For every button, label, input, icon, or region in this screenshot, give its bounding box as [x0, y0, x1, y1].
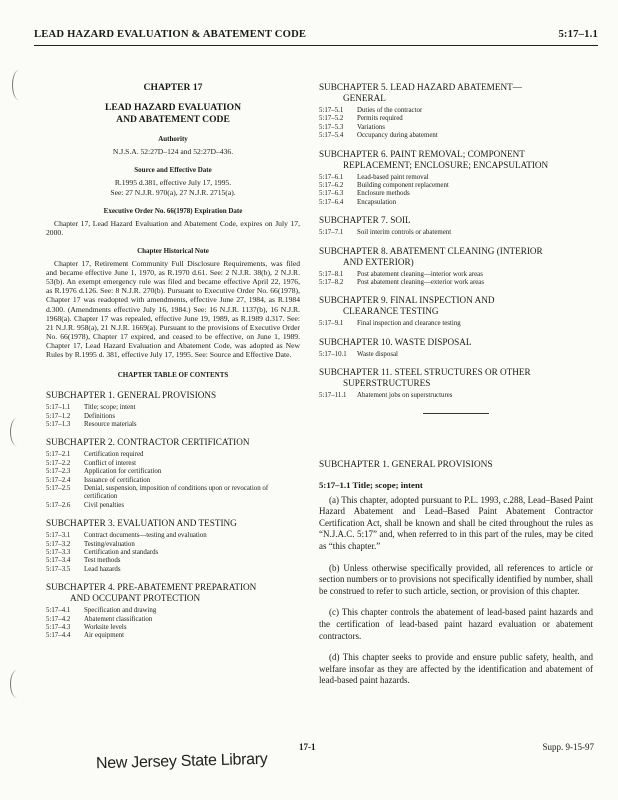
toc-list [46, 532, 300, 574]
toc-subchapter [46, 437, 300, 510]
toc-entry-title: Post abatement cleaning—interior work areas [357, 270, 483, 278]
toc-entry[interactable] [46, 541, 300, 549]
toc-subchapter-title: SUBCHAPTER 6. PAINT REMOVAL; COMPONENT REPLACEMENT; ENCLOSURE; ENCAPSULATION [319, 148, 549, 170]
toc-entry-number: 5:17–2.2 [46, 459, 71, 467]
toc-entry-title: Final inspection and clearance testing [357, 320, 461, 328]
authority-label: Authority [158, 135, 188, 143]
header-rule [34, 45, 598, 46]
toc-entry[interactable] [319, 190, 593, 198]
toc-entry-number: 5:17–4.4 [46, 632, 71, 640]
toc-entry[interactable] [46, 451, 300, 459]
section-divider [423, 413, 489, 414]
toc-subchapter [319, 149, 593, 208]
toc-entry-title: Building component replacement [357, 182, 449, 190]
toc-entry-number: 5:17–8.1 [319, 270, 344, 278]
toc-entry[interactable] [46, 468, 300, 476]
scan-margin-mark [10, 418, 24, 446]
toc-subchapter [46, 518, 300, 574]
toc-entry-number: 5:17–3.5 [46, 565, 71, 573]
toc-entry-title: Conflict of interest [84, 459, 137, 467]
toc-subchapter [319, 215, 593, 237]
toc-entry[interactable] [46, 549, 300, 557]
toc-entry[interactable] [46, 413, 300, 421]
toc-entry-number: 5:17–6.3 [319, 190, 344, 198]
toc-entry-title: Denial, suspension, imposition of conditions upon or revocation of certification [84, 484, 269, 501]
running-head-section: 5:17–1.1 [558, 29, 598, 40]
toc-subchapter-title: SUBCHAPTER 5. LEAD HAZARD ABATEMENT— GENERAL [319, 82, 522, 103]
toc-entry[interactable] [46, 502, 300, 510]
toc-list [319, 351, 593, 359]
toc-subchapter [319, 337, 593, 359]
source-line-1: R.1995 d.381, effective July 17, 1995. [114, 178, 232, 188]
toc-entry-number: 5:17–2.5 [46, 484, 71, 492]
toc-entry[interactable] [319, 279, 593, 287]
toc-entry-number: 5:17–5.4 [319, 132, 344, 140]
toc-entry[interactable] [46, 616, 300, 624]
toc-entry-title: Resource materials [84, 420, 137, 428]
toc-subchapter-title: SUBCHAPTER 11. STEEL STRUCTURES OR OTHER SUPERSTRUCTURES [319, 367, 531, 389]
toc-entry-title: Test methods [84, 557, 121, 565]
toc-entry[interactable] [46, 404, 300, 412]
toc-entry-number: 5:17–7.1 [319, 229, 344, 237]
toc-entry-title: Certification required [84, 451, 144, 459]
toc-entry-number: 5:17–2.6 [46, 501, 71, 509]
toc-entry-title: Soil interim controls or abatement [357, 229, 452, 237]
toc-entry-number: 5:17–2.3 [46, 468, 71, 476]
toc-entry-number: 5:17–2.1 [46, 451, 71, 459]
toc-entry-number: 5:17–10.1 [319, 350, 347, 358]
toc-subchapter-title: SUBCHAPTER 3. EVALUATION AND TESTING [46, 518, 237, 529]
toc-subchapter [319, 82, 593, 141]
body-paragraph-c: (c) This chapter controls the abatement of lead-based paint hazards and the certification of lead-based paint hazard evaluation or abatement contractors. [319, 607, 593, 641]
toc-entry-number: 5:17–1.1 [46, 404, 71, 412]
toc-entry-title: Occupancy during abatement [357, 132, 438, 140]
toc-list [46, 607, 300, 641]
toc-subchapter-title: SUBCHAPTER 7. SOIL [319, 215, 411, 226]
toc-entry[interactable] [319, 351, 593, 359]
toc-entry-number: 5:17–3.3 [46, 548, 71, 556]
toc-subchapter [46, 582, 300, 641]
source-line-2: See: 27 N.J.R. 970(a), 27 N.J.R. 2715(a). [110, 187, 236, 197]
exec-order-text: Chapter 17, Lead Hazard Evaluation and Abatement Code, expires on July 17, 2000. [46, 218, 300, 237]
toc-entry[interactable] [46, 485, 300, 502]
toc-list [46, 404, 300, 429]
toc-entry-number: 5:17–1.3 [46, 420, 71, 428]
running-head [34, 29, 598, 45]
toc-right [319, 82, 593, 401]
toc-entry-number: 5:17–4.3 [46, 624, 71, 632]
toc-entry-title: Abatement classification [84, 615, 153, 623]
toc-entry-title: Variations [357, 123, 385, 131]
toc-entry[interactable] [46, 477, 300, 485]
toc-subchapter [319, 367, 593, 400]
library-stamp: New Jersey State Library [95, 750, 268, 773]
toc-list [319, 392, 593, 400]
toc-entry[interactable] [319, 199, 593, 207]
toc-subchapter-title: SUBCHAPTER 1. GENERAL PROVISIONS [46, 390, 217, 401]
toc-entry[interactable] [319, 174, 593, 182]
section-title: 5:17–1.1 Title; scope; intent [319, 479, 423, 490]
toc-entry[interactable] [46, 557, 300, 565]
authority-text: N.J.S.A. 52:27D–124 and 52:27D–436. [112, 147, 234, 156]
exec-order-label: Executive Order No. 66(1978) Expiration Date [103, 206, 243, 215]
toc-entry-number: 5:17–9.1 [319, 320, 344, 328]
toc-entry-number: 5:17–4.1 [46, 607, 71, 615]
toc-list [319, 320, 593, 328]
toc-entry-title: Abatement jobs on superstructures [357, 392, 453, 400]
toc-entry-number: 5:17–2.4 [46, 476, 71, 484]
toc-subchapter [319, 246, 593, 288]
toc-entry-title: Post abatement cleaning—exterior work areas [357, 279, 485, 287]
toc-entry-title: Air equipment [84, 632, 124, 640]
left-column [46, 82, 300, 649]
toc-entry-number: 5:17–6.4 [319, 198, 344, 206]
toc-entry[interactable] [46, 460, 300, 468]
toc-entry-title: Certification and standards [84, 548, 159, 556]
toc-entry-number: 5:17–8.2 [319, 279, 344, 287]
toc-list [319, 271, 593, 288]
toc-entry-title: Enclosure methods [357, 190, 410, 198]
toc-entry-title: Lead-based paint removal [357, 173, 429, 181]
body-subchapter-heading: SUBCHAPTER 1. GENERAL PROVISIONS [319, 459, 493, 470]
toc-entry[interactable] [46, 624, 300, 632]
toc-entry-title: Specification and drawing [84, 607, 157, 615]
toc-list [319, 229, 593, 237]
toc-left [46, 390, 300, 641]
historical-note-label: Chapter Historical Note [137, 247, 209, 256]
body-paragraph-a: (a) This chapter, adopted pursuant to P.L. 1993, c.288, Lead–Based Paint Hazard Abatement and Lead–Based Paint Abatement Contractor Certification Act, shall be known and shall be cited throughout the rules as “N.J.A.C. 5:17” and, when referred to in this part of the rules, may be cited as “this chapter.” [319, 494, 593, 552]
toc-entry-title: Worksite levels [84, 624, 127, 632]
toc-subchapter [46, 390, 300, 429]
toc-list [319, 107, 593, 141]
scan-margin-mark [10, 670, 24, 698]
toc-entry[interactable] [319, 271, 593, 279]
toc-entry-title: Contract documents—testing and evaluation [84, 532, 207, 540]
chapter-name: LEAD HAZARD EVALUATION AND ABATEMENT CODE [104, 102, 242, 125]
toc-entry-number: 5:17–5.1 [319, 107, 344, 114]
toc-subchapter-title: SUBCHAPTER 4. PRE-ABATEMENT PREPARATION AND OCCUPANT PROTECTION [46, 582, 257, 604]
toc-entry-number: 5:17–5.3 [319, 123, 344, 131]
toc-entry-title: Application for certification [84, 468, 162, 476]
chapter-number: CHAPTER 17 [143, 82, 203, 93]
toc-entry-title: Duties of the contractor [357, 107, 423, 114]
toc-list [319, 174, 593, 208]
toc-entry-title: Lead hazards [84, 565, 121, 573]
toc-entry[interactable] [46, 532, 300, 540]
toc-entry-title: Title; scope; intent [84, 404, 136, 412]
toc-entry-number: 5:17–11.1 [319, 392, 347, 400]
toc-entry-number: 5:17–5.2 [319, 115, 344, 123]
body-paragraph-d: (d) This chapter seeks to provide and ensure public safety, health, and welfare insofar as they are affected by the identification and abatement of lead-based paint hazards. [319, 652, 593, 686]
running-head-title: LEAD HAZARD EVALUATION & ABATEMENT CODE [34, 29, 307, 40]
right-column [319, 82, 593, 697]
toc-entry-title: Permits required [357, 115, 403, 123]
toc-entry[interactable] [319, 124, 593, 132]
toc-entry[interactable] [319, 115, 593, 123]
toc-heading: CHAPTER TABLE OF CONTENTS [117, 371, 229, 380]
toc-entry[interactable] [319, 182, 593, 190]
supplement-date: Supp. 9-15-97 [542, 742, 594, 752]
toc-entry[interactable] [46, 421, 300, 429]
toc-entry-title: Issuance of certification [84, 476, 151, 484]
toc-list [46, 451, 300, 510]
toc-entry[interactable] [46, 607, 300, 615]
toc-entry-number: 5:17–6.1 [319, 173, 344, 181]
toc-entry-number: 5:17–1.2 [46, 412, 71, 420]
toc-entry-title: Definitions [84, 412, 116, 420]
toc-entry[interactable] [319, 132, 593, 140]
toc-subchapter-title: SUBCHAPTER 9. FINAL INSPECTION AND CLEARANCE TESTING [319, 295, 495, 317]
toc-entry-number: 5:17–3.4 [46, 557, 71, 565]
toc-entry[interactable] [46, 566, 300, 574]
scan-margin-mark [12, 70, 26, 100]
toc-entry-number: 5:17–4.2 [46, 615, 71, 623]
page-number: 17-1 [299, 742, 316, 752]
toc-entry[interactable] [319, 320, 593, 328]
toc-subchapter [319, 295, 593, 328]
toc-entry[interactable] [319, 229, 593, 237]
toc-entry-number: 5:17–6.2 [319, 182, 344, 190]
toc-subchapter-title: SUBCHAPTER 10. WASTE DISPOSAL [319, 336, 472, 347]
toc-subchapter-title: SUBCHAPTER 8. ABATEMENT CLEANING (INTERIOR AND EXTERIOR) [319, 245, 543, 267]
toc-entry[interactable] [319, 392, 593, 400]
historical-note-text: Chapter 17, Retirement Community Full Disclosure Requirements, was filed and became effective June 1, 1970, as R.1970 d.61. See: 2 N.J.R. 38(b), 2 N.J.R. 53(b). An exempt emergency rule was filed and became effective April 22, 1976, as R.1976 d.126. See: 8 N.J.R. 270(b). Pursuant to Executive Order No. 66(1978), Chapter 17 was readopted with amendments, effective June 27, 1984, as R.1984 d.300. (Amendments effective July 16, 1984.) See: 16 N.J.R. 1137(b), 16 N.J.R. 1968(a). Chapter 17 was repealed, effective June 19, 1989, as R.1989 d.317. See: 21 N.J.R. 958(a), 21 N.J.R. 1669(a). Pursuant to the provisions of Executive Order No. 66(1978), Chapter 17 expired, and ceased to be effective, on June 1, 1989. Chapter 17, Lead Hazard Evaluation and Abatement Code, was adopted as New Rules by R.1995 d. 381, effective July 17, 1995. See: Source and Effective Date. [46, 259, 300, 360]
toc-entry-title: Testing/evaluation [84, 540, 135, 548]
toc-entry[interactable] [46, 632, 300, 640]
toc-entry-number: 5:17–3.2 [46, 540, 71, 548]
toc-subchapter-title: SUBCHAPTER 2. CONTRACTOR CERTIFICATION [46, 437, 250, 448]
toc-entry-title: Civil penalties [84, 501, 124, 509]
toc-entry[interactable] [319, 107, 593, 115]
toc-entry-number: 5:17–3.1 [46, 532, 71, 540]
toc-entry-title: Encapsulation [357, 198, 397, 206]
body-paragraph-b: (b) Unless otherwise specifically provided, all references to article or section numbers or to provisions not specifically identified by number, shall be construed to refer to such article, section, or provision of this chapter. [319, 562, 593, 596]
source-label: Source and Effective Date [134, 166, 212, 175]
toc-entry-title: Waste disposal [357, 350, 398, 358]
